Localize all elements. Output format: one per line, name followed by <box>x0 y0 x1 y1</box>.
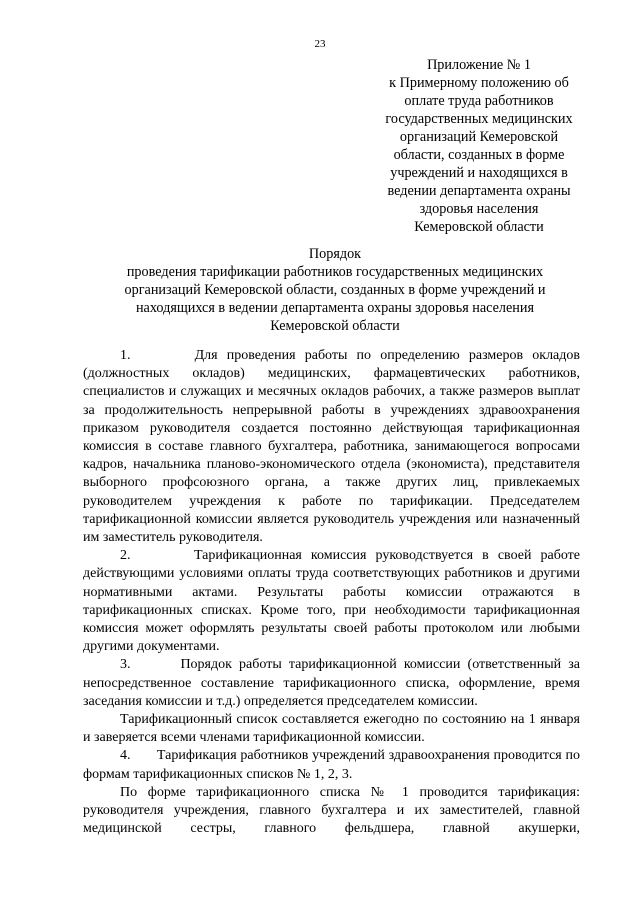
title-line: Кемеровской области <box>270 318 400 334</box>
paragraph-3-note: Тарификационный список составляется ежегодно по состоянию на 1 января и заверяется всеми членами тарификационной комиссии. <box>83 712 580 746</box>
appendix-line: ведении департамента охраны <box>387 183 571 199</box>
title-heading: Порядок <box>308 246 362 262</box>
appendix-line: Приложение № 1 <box>427 57 531 73</box>
appendix-line: Кемеровской области <box>414 219 544 235</box>
appendix-line: к Примерному положению об <box>389 75 569 91</box>
paragraph-3: 3. Порядок работы тарификационной комиссии (ответственный за непосредственное составление тарификационного списка, оформление, время заседания комиссии и т.д.) определяется председателем комиссии. <box>83 657 580 709</box>
document-title <box>75 245 595 335</box>
title-line: находящихся в ведении департамента охраны здоровья населения <box>135 300 535 316</box>
appendix-line: здоровья населения <box>419 201 539 217</box>
paragraph-4-forms: По форме тарификационного списка № 1 проводится тарификация: руководителя учреждения, главного бухгалтера и их заместителей, главной медицинской сестры, главного фельдшера, главной акушерки, <box>83 784 580 837</box>
title-line: проведения тарификации работников государственных медицинских <box>126 264 544 280</box>
paragraph-2: 2. Тарификационная комиссия руководствуется в своей работе действующими условиями оплаты труда соответствующих работников и другими нормативными актами. Результаты работы комиссии отражаются в тарификационных списках. Кроме того, при необходимости тарификационная комиссия может оформлять результаты своей работы протоколом или любыми другими документами. <box>83 548 580 655</box>
appendix-line: области, созданных в форме <box>393 147 565 163</box>
appendix-line: учреждений и находящихся в <box>390 165 568 181</box>
paragraph-4: 4. Тарификация работников учреждений здравоохранения проводится по формам тарификационных списков № 1, 2, 3. <box>83 748 580 782</box>
document-body <box>83 347 580 838</box>
appendix-line: государственных медицинских <box>385 111 573 127</box>
appendix-line: оплате труда работников <box>404 93 554 109</box>
title-line: организаций Кемеровской области, созданных в форме учреждений и <box>124 282 546 298</box>
paragraph-1: 1. Для проведения работы по определению размеров окладов (должностных окладов) медицинских, фармацевтических работников, специалистов и служащих и месячных окладов рабочих, а также размеров выплат за продолжительность непрерывной работы в учреждениях здравоохранения приказом руководителя создается постоянно действующая тарификационная комиссия в составе главного бухгалтера, работника, занимающегося вопросами кадров, начальника планово-экономического отдела (экономиста), представителя выборного профсоюзного органа, а также других лиц, привлекаемых руководителем учреждения к работе по тарификации. Председателем тарификационной комиссии является руководитель учреждения или назначенный им заместитель руководителя. <box>83 348 580 546</box>
page-number: 23 <box>314 38 326 50</box>
appendix-line: организаций Кемеровской <box>399 129 559 145</box>
appendix-header <box>368 56 590 236</box>
